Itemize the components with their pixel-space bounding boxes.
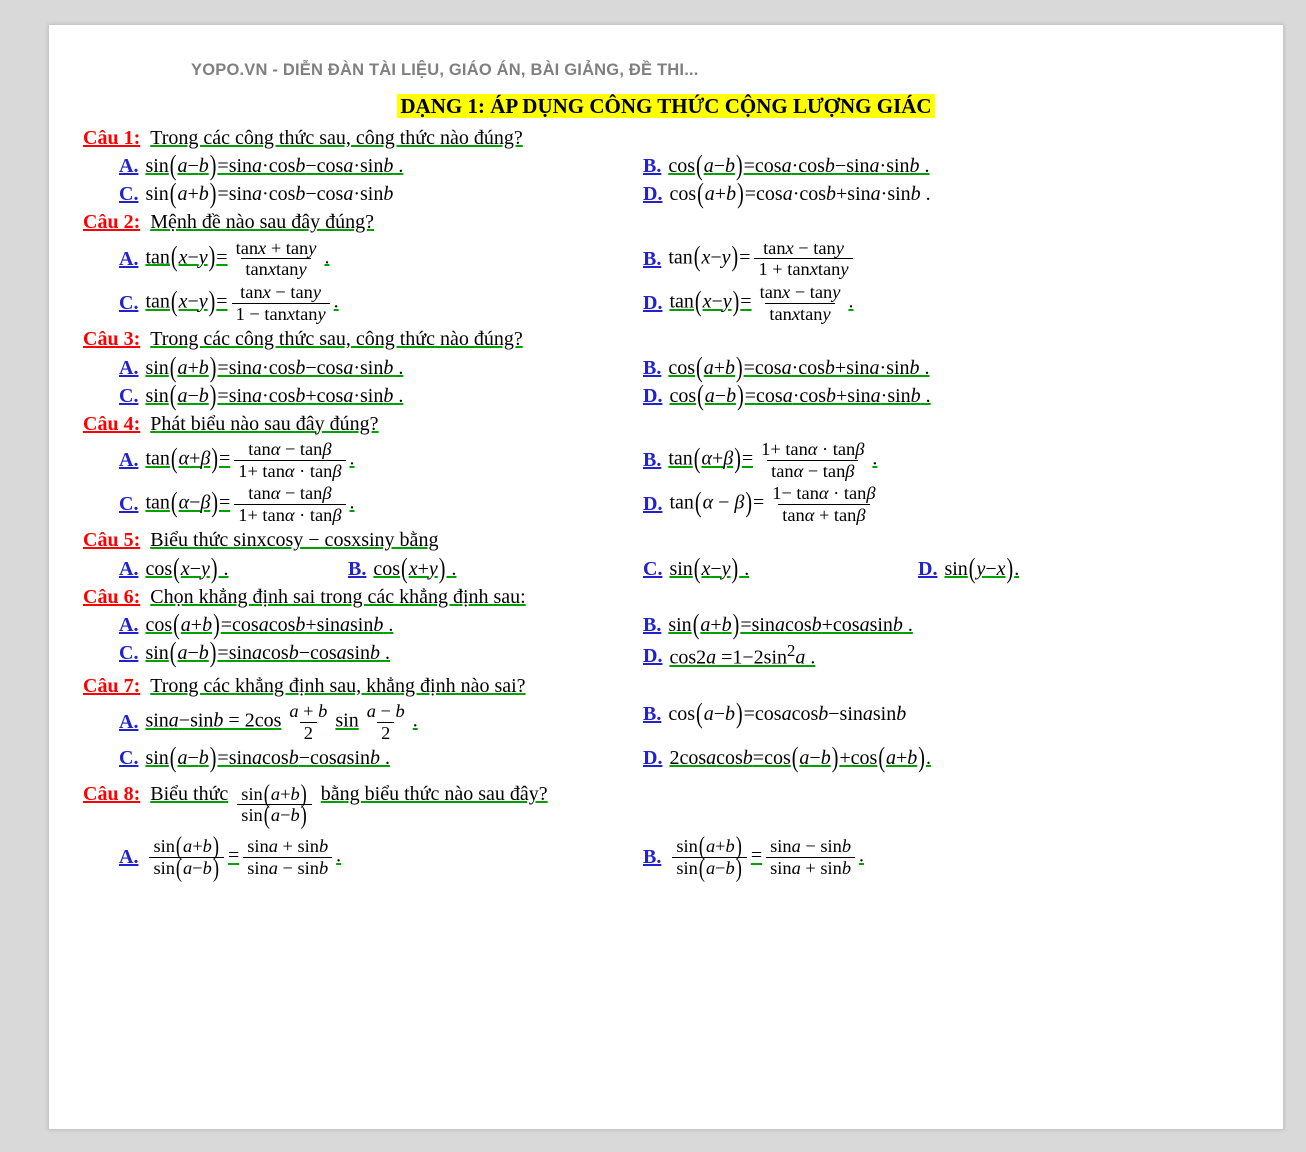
option-3A-text: sin(a+b)=sina·cosb−cosa·sinb .	[145, 351, 404, 384]
option-4D[interactable]	[643, 483, 1203, 525]
option-letter: B.	[643, 356, 662, 379]
option-5C-text: sin(x−y) .	[669, 552, 750, 585]
option-6A-text: cos(a+b)=cosacosb+sinasinb .	[145, 609, 394, 642]
question-7-options-row-2	[83, 742, 1249, 775]
document-page	[48, 24, 1284, 1130]
question-7	[83, 673, 1249, 699]
question-7-text: Trong các khẳng định sau, khẳng định nào sai?	[150, 674, 526, 697]
option-1D[interactable]	[643, 178, 1203, 211]
option-letter: A.	[119, 711, 139, 734]
site-header: YOPO.VN - DIỄN ĐÀN TÀI LIỆU, GIÁO ÁN, BÀI GIẢNG, ĐỀ THI...	[191, 61, 699, 79]
option-7A[interactable]	[83, 701, 643, 743]
option-7C-text: sin(a−b)=sinacosb−cosasinb .	[145, 742, 391, 775]
option-1C[interactable]	[83, 178, 643, 211]
question-1	[83, 125, 1249, 151]
option-6D[interactable]	[643, 640, 1203, 671]
option-letter: C.	[119, 747, 139, 770]
question-4	[83, 411, 1249, 437]
option-3D[interactable]	[643, 379, 1203, 412]
question-3	[83, 326, 1249, 352]
option-letter: D.	[643, 384, 663, 407]
option-letter: C.	[119, 384, 139, 407]
option-letter: C.	[119, 642, 139, 665]
option-letter: C.	[119, 292, 139, 315]
option-1D-text: cos(a+b)=cosa·cosb+sina·sinb .	[669, 178, 931, 211]
option-5C[interactable]	[643, 552, 918, 585]
option-letter: D.	[918, 557, 938, 580]
option-letter: D.	[643, 493, 663, 516]
question-4-options-row-2	[83, 483, 1249, 525]
option-letter: B.	[643, 846, 662, 869]
option-8B-text: $\frac{\sin(a+b)}{\sin(a-b)}$ = $\frac{\sin a - \sin b}{\sin a + \sin b}$ .	[668, 836, 864, 878]
question-8-fraction: $\frac{\sin(a+b)}{\sin(a-b)}$	[233, 792, 316, 814]
option-letter: B.	[643, 449, 662, 472]
option-2A[interactable]	[83, 238, 643, 280]
option-letter: D.	[643, 292, 663, 315]
question-7-options-row-1	[83, 698, 1249, 743]
option-5B-text: cos(x+y) .	[373, 552, 457, 585]
option-letter: D.	[643, 183, 663, 206]
option-5B[interactable]	[348, 552, 643, 585]
question-3-text: Trong các công thức sau, công thức nào đúng?	[150, 328, 523, 351]
option-letter: A.	[119, 614, 139, 637]
question-2-text: Mệnh đề nào sau đây đúng?	[150, 211, 375, 234]
option-7B-text: cos(a−b)=cosacosb−sinasinb	[668, 698, 907, 731]
question-2	[83, 209, 1249, 235]
question-5-options-row	[83, 552, 1249, 585]
option-3B-text: cos(a+b)=cosa·cosb+sina·sinb .	[668, 351, 930, 384]
option-letter: B.	[643, 155, 662, 178]
option-7A-text: sina−sinb = 2cos $\frac{a + b}{2}$ sin $\frac{a - b}{2}$ .	[145, 701, 418, 743]
option-8A[interactable]	[83, 831, 643, 882]
option-4B-text: tan(α+β)= $\frac{1+ \tan\alpha \cdot \tan\beta}{\tan\alpha - \tan\beta}$ .	[668, 439, 878, 481]
option-2D[interactable]	[643, 282, 1203, 324]
option-3D-text: cos(a−b)=cosa·cosb+sina·sinb .	[669, 379, 931, 412]
option-2C[interactable]	[83, 282, 643, 324]
option-1A-text: sin(a−b)=sina·cosb−cosa·sinb .	[145, 150, 404, 183]
option-letter: A.	[119, 846, 139, 869]
option-2B-text: tan(x−y)= $\frac{\tan x - \tan y}{\text{1 + tanxtany}}$	[668, 238, 856, 280]
option-letter: A.	[119, 557, 139, 580]
option-letter: B.	[643, 614, 662, 637]
option-6C-text: sin(a−b)=sinacosb−cosasinb .	[145, 637, 391, 670]
question-4-text: Phát biểu nào sau đây đúng?	[150, 412, 379, 435]
option-3B[interactable]	[643, 351, 1203, 384]
question-2-options-row-2	[83, 282, 1249, 324]
option-6B[interactable]	[643, 609, 1203, 642]
option-letter: C.	[119, 493, 139, 516]
option-letter: A.	[119, 449, 139, 472]
option-4A-text: tan(α+β)= $\frac{\tan\alpha - \tan\beta}{1+ \tan\alpha \cdot \tan\beta}$ .	[145, 439, 355, 481]
question-6-label: Câu 6:	[83, 585, 141, 608]
option-4C[interactable]	[83, 483, 643, 525]
option-letter: D.	[643, 644, 663, 667]
question-6-options-row-1	[83, 609, 1249, 642]
option-letter: B.	[643, 703, 662, 726]
document-body	[49, 25, 1283, 882]
option-6D-text: $\cos 2a =1-2\sin^2a$ .	[669, 641, 816, 669]
option-2A-text: tan(x−y)= $\frac{\tan x + \tan y}{\text{tanxtany}}$ .	[145, 237, 330, 280]
question-5-text: Biểu thức sinxcosy − cosxsiny bằng	[150, 529, 439, 552]
question-4-label: Câu 4:	[83, 412, 141, 435]
option-2B[interactable]	[643, 238, 1203, 280]
option-letter: B.	[643, 247, 662, 270]
option-6C[interactable]	[83, 637, 643, 671]
option-7C[interactable]	[83, 742, 643, 775]
question-8-text-after: bằng biểu thức nào sau đây?	[320, 783, 548, 806]
option-5D-text: sin(y−x).	[944, 552, 1020, 585]
option-8A-text: $\frac{\sin(a+b)}{\sin(a-b)}$ = $\frac{\sin a + \sin b}{\sin a - \sin b}$ .	[145, 836, 341, 878]
option-6A[interactable]	[83, 609, 643, 642]
option-3C-text: sin(a−b)=sina·cosb+cosa·sinb .	[145, 379, 404, 412]
option-letter: C.	[119, 183, 139, 206]
question-3-options-row-1	[83, 351, 1249, 384]
option-letter: D.	[643, 747, 663, 770]
option-4B[interactable]	[643, 439, 1203, 481]
question-8-text-before: Biểu thức	[150, 783, 229, 806]
question-7-label: Câu 7:	[83, 674, 141, 697]
question-8-options-row-1	[83, 831, 1249, 882]
option-7B[interactable]	[643, 698, 1203, 743]
option-letter: B.	[348, 557, 367, 580]
option-3C[interactable]	[83, 379, 643, 412]
question-2-options-row-1	[83, 238, 1249, 280]
option-5A-text: cos(x−y) .	[145, 552, 229, 585]
question-8-label: Câu 8:	[83, 783, 141, 806]
option-1A[interactable]	[83, 150, 643, 183]
page-title	[83, 94, 1249, 119]
question-1-label: Câu 1:	[83, 127, 141, 149]
question-6-text: Chọn khẳng định sai trong các khẳng định sau:	[150, 585, 526, 608]
option-6B-text: sin(a+b)=sinacosb+cosasinb .	[668, 609, 913, 642]
question-1-options-row-1	[83, 150, 1249, 183]
page-title-highlight: DẠNG 1: ÁP DỤNG CÔNG THỨC CỘNG LƯỢNG GIÁC	[397, 94, 934, 118]
question-1-options-row-2	[83, 178, 1249, 211]
option-4C-text: tan(α−β)= $\frac{\tan\alpha - \tan\beta}{1+ \tan\alpha \cdot \tan\beta}$ .	[145, 483, 355, 525]
option-5A[interactable]	[83, 552, 348, 585]
option-1B-text: cos(a−b)=cosa·cosb−sina·sinb .	[668, 150, 930, 183]
option-1C-text: sin(a+b)=sina·cosb−cosa·sinb	[145, 178, 394, 211]
option-8B[interactable]	[643, 831, 1203, 882]
option-2C-text: tan(x−y)= $\frac{\tan x - \tan y}{\text{1 − tanxtany}}$ .	[145, 282, 339, 324]
option-letter: C.	[643, 557, 663, 580]
question-4-options-row-1	[83, 439, 1249, 481]
option-7D-text: 2cosacosb=cos(a−b)+cos(a+b).	[669, 742, 931, 775]
question-3-label: Câu 3:	[83, 328, 141, 351]
question-6-options-row-2	[83, 637, 1249, 671]
option-7D[interactable]	[643, 742, 1203, 775]
question-8	[83, 779, 1249, 830]
question-6	[83, 584, 1249, 610]
option-letter: A.	[119, 247, 139, 270]
option-5D[interactable]	[918, 552, 1020, 585]
option-4A[interactable]	[83, 439, 643, 481]
question-3-options-row-2	[83, 379, 1249, 412]
question-1-text: Trong các công thức sau, công thức nào đúng?	[150, 127, 523, 149]
option-letter: A.	[119, 356, 139, 379]
option-1B[interactable]	[643, 150, 1203, 183]
option-2D-text: tan(x−y)= $\frac{\tan x - \tan y}{\text{tanxtany}}$ .	[669, 282, 854, 324]
option-4D-text: tan(α − β)= $\frac{1- \tan\alpha \cdot \tan\beta}{\tan\alpha + \tan\beta}$	[669, 483, 876, 525]
option-letter: A.	[119, 155, 139, 178]
question-5	[83, 527, 1249, 553]
question-2-label: Câu 2:	[83, 211, 141, 234]
option-3A[interactable]	[83, 351, 643, 384]
question-5-label: Câu 5:	[83, 529, 141, 552]
